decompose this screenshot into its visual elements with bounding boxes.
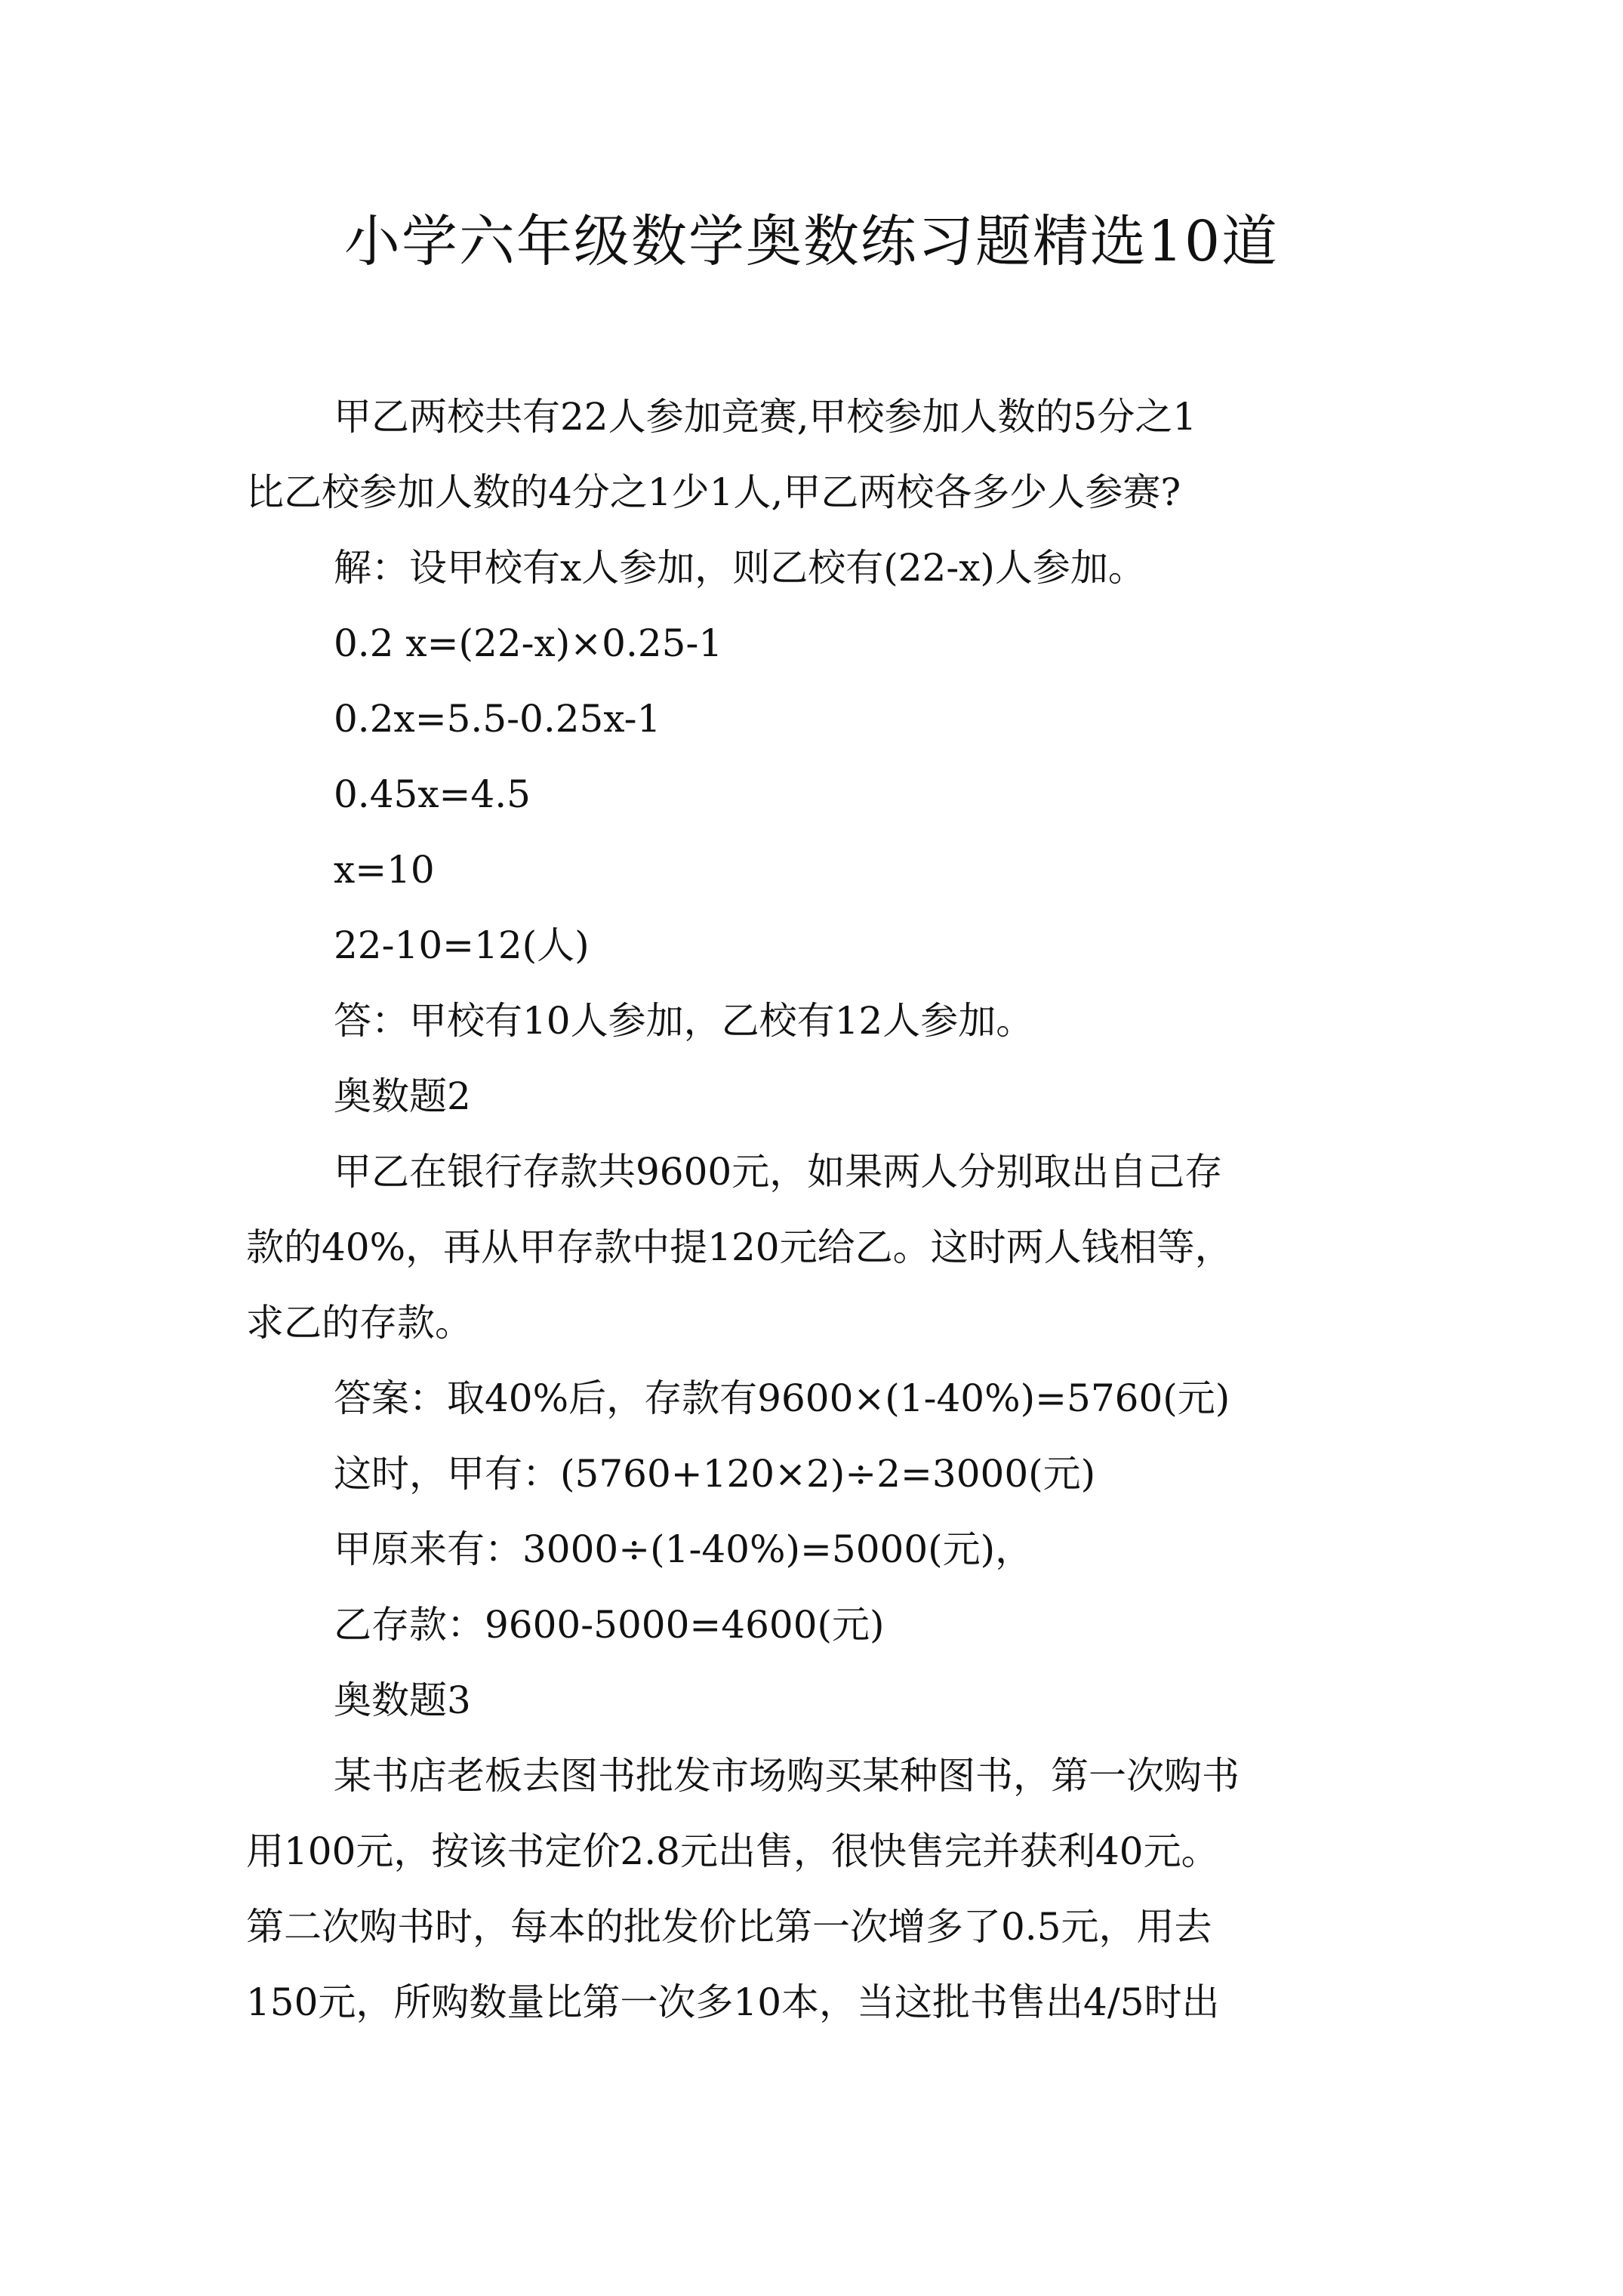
paragraph-line: 第二次购书时，每本的批发价比第一次增多了0.5元，用去 xyxy=(246,1905,1212,1949)
paragraph-line: 甲乙两校共有22人参加竞赛,甲校参加人数的5分之1 xyxy=(334,395,1197,439)
page-title: 小学六年级数学奥数练习题精选10道 xyxy=(343,209,1280,274)
paragraph-line: 0.2 x=(22-x)×0.25-1 xyxy=(334,621,723,665)
paragraph-line: 这时，甲有：(5760+120×2)÷2=3000(元) xyxy=(334,1452,1096,1496)
paragraph-line: 150元，所购数量比第一次多10本，当这批书售出4/5时出 xyxy=(246,1980,1220,2024)
paragraph-line: 答案：取40%后，存款有9600×(1-40%)=5760(元) xyxy=(334,1376,1230,1420)
section-heading: 奥数题2 xyxy=(334,1074,471,1118)
paragraph-line: 款的40%，再从甲存款中提120元给乙。这时两人钱相等， xyxy=(246,1225,1233,1269)
paragraph-line: 比乙校参加人数的4分之1少1人,甲乙两校各多少人参赛? xyxy=(246,470,1181,514)
paragraph-line: 某书店老板去图书批发市场购买某种图书，第一次购书 xyxy=(334,1754,1240,1798)
paragraph-line: 甲乙在银行存款共9600元，如果两人分别取出自己存 xyxy=(334,1150,1223,1194)
paragraph-line: x=10 xyxy=(334,848,435,892)
section-heading: 奥数题3 xyxy=(334,1678,471,1722)
paragraph-line: 甲原来有：3000÷(1-40%)=5000(元)， xyxy=(334,1527,1033,1571)
paragraph-line: 22-10=12(人) xyxy=(334,923,590,967)
paragraph-line: 用100元，按该书定价2.8元出售，很快售完并获利40元。 xyxy=(246,1829,1219,1873)
paragraph-line: 求乙的存款。 xyxy=(246,1301,473,1345)
document-body xyxy=(246,379,1394,2040)
paragraph-line: 0.45x=4.5 xyxy=(334,772,531,816)
paragraph-line: 乙存款：9600-5000=4600(元) xyxy=(334,1603,885,1647)
paragraph-line: 0.2x=5.5-0.25x-1 xyxy=(334,697,661,741)
paragraph-line: 解：设甲校有x人参加，则乙校有(22-x)人参加。 xyxy=(334,546,1146,590)
paragraph-line: 答：甲校有10人参加，乙校有12人参加。 xyxy=(334,999,1034,1043)
